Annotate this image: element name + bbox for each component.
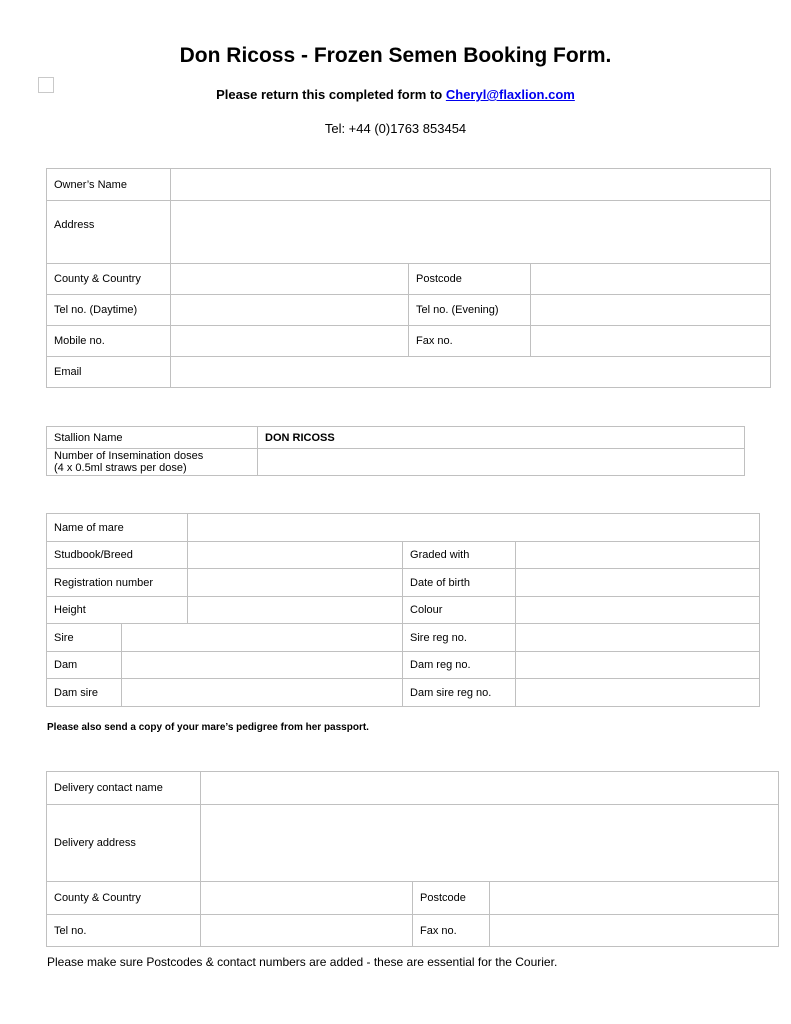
email-input[interactable] <box>171 357 771 388</box>
mobile-label: Mobile no. <box>47 326 171 357</box>
owners-name-label: Owner’s Name <box>47 169 171 201</box>
stallion-name-value: DON RICOSS <box>258 427 745 449</box>
address-label: Address <box>47 201 171 264</box>
delivery-contact-input[interactable] <box>201 772 779 805</box>
sire-reg-input[interactable] <box>516 624 760 652</box>
dob-input[interactable] <box>516 569 760 597</box>
county-country-label: County & Country <box>47 264 171 295</box>
footer-note: Please make sure Postcodes & contact numbers are added - these are essential for the Courier. <box>47 955 558 969</box>
delivery-contact-label: Delivery contact name <box>47 772 201 805</box>
fax-input[interactable] <box>531 326 771 357</box>
email-link[interactable]: Cheryl@flaxlion.com <box>445 87 575 102</box>
insemination-doses-label <box>47 449 258 476</box>
delivery-county-country-label: County & Country <box>47 882 201 915</box>
dam-sire-reg-input[interactable] <box>516 679 760 707</box>
studbook-input[interactable] <box>188 542 403 569</box>
sire-label: Sire <box>47 624 122 652</box>
delivery-postcode-input[interactable] <box>490 882 779 915</box>
delivery-postcode-label: Postcode <box>413 882 490 915</box>
delivery-table <box>46 771 779 947</box>
mare-name-input[interactable] <box>188 514 760 542</box>
dam-reg-input[interactable] <box>516 652 760 679</box>
mare-name-label: Name of mare <box>47 514 188 542</box>
registration-input[interactable] <box>188 569 403 597</box>
postcode-input[interactable] <box>531 264 771 295</box>
sire-input[interactable] <box>122 624 403 652</box>
delivery-fax-label: Fax no. <box>413 915 490 947</box>
mobile-input[interactable] <box>171 326 409 357</box>
mare-table <box>46 513 760 707</box>
registration-label: Registration number <box>47 569 188 597</box>
owners-name-input[interactable] <box>171 169 771 201</box>
dam-input[interactable] <box>122 652 403 679</box>
delivery-tel-label: Tel no. <box>47 915 201 947</box>
delivery-fax-input[interactable] <box>490 915 779 947</box>
return-instructions <box>0 87 791 102</box>
email-label: Email <box>47 357 171 388</box>
delivery-address-label: Delivery address <box>47 805 201 882</box>
postcode-label: Postcode <box>409 264 531 295</box>
contact-tel: Tel: +44 (0)1763 853454 <box>324 121 467 136</box>
tel-evening-input[interactable] <box>531 295 771 326</box>
dam-sire-reg-label: Dam sire reg no. <box>403 679 516 707</box>
county-country-input[interactable] <box>171 264 409 295</box>
studbook-label: Studbook/Breed <box>47 542 188 569</box>
delivery-county-country-input[interactable] <box>201 882 413 915</box>
colour-label: Colour <box>403 597 516 624</box>
delivery-tel-input[interactable] <box>201 915 413 947</box>
dam-sire-input[interactable] <box>122 679 403 707</box>
sire-reg-label: Sire reg no. <box>403 624 516 652</box>
return-text: Please return this completed form to <box>216 87 446 102</box>
tel-evening-label: Tel no. (Evening) <box>409 295 531 326</box>
doses-label-line2: (4 x 0.5ml straws per dose) <box>54 462 187 474</box>
tel-daytime-label: Tel no. (Daytime) <box>47 295 171 326</box>
dam-reg-label: Dam reg no. <box>403 652 516 679</box>
page-title: Don Ricoss - Frozen Semen Booking Form. <box>179 44 612 67</box>
dob-label: Date of birth <box>403 569 516 597</box>
pedigree-note: Please also send a copy of your mare’s pedigree from her passport. <box>47 722 369 733</box>
dam-label: Dam <box>47 652 122 679</box>
tel-daytime-input[interactable] <box>171 295 409 326</box>
colour-input[interactable] <box>516 597 760 624</box>
graded-with-input[interactable] <box>516 542 760 569</box>
doses-label-line1: Number of Insemination doses <box>54 450 204 462</box>
dam-sire-label: Dam sire <box>47 679 122 707</box>
stallion-table <box>46 426 745 476</box>
height-input[interactable] <box>188 597 403 624</box>
delivery-address-input[interactable] <box>201 805 779 882</box>
height-label: Height <box>47 597 188 624</box>
fax-label: Fax no. <box>409 326 531 357</box>
insemination-doses-input[interactable] <box>258 449 745 476</box>
owner-details-table <box>46 168 771 388</box>
address-input[interactable] <box>171 201 771 264</box>
stallion-name-label: Stallion Name <box>47 427 258 449</box>
graded-with-label: Graded with <box>403 542 516 569</box>
